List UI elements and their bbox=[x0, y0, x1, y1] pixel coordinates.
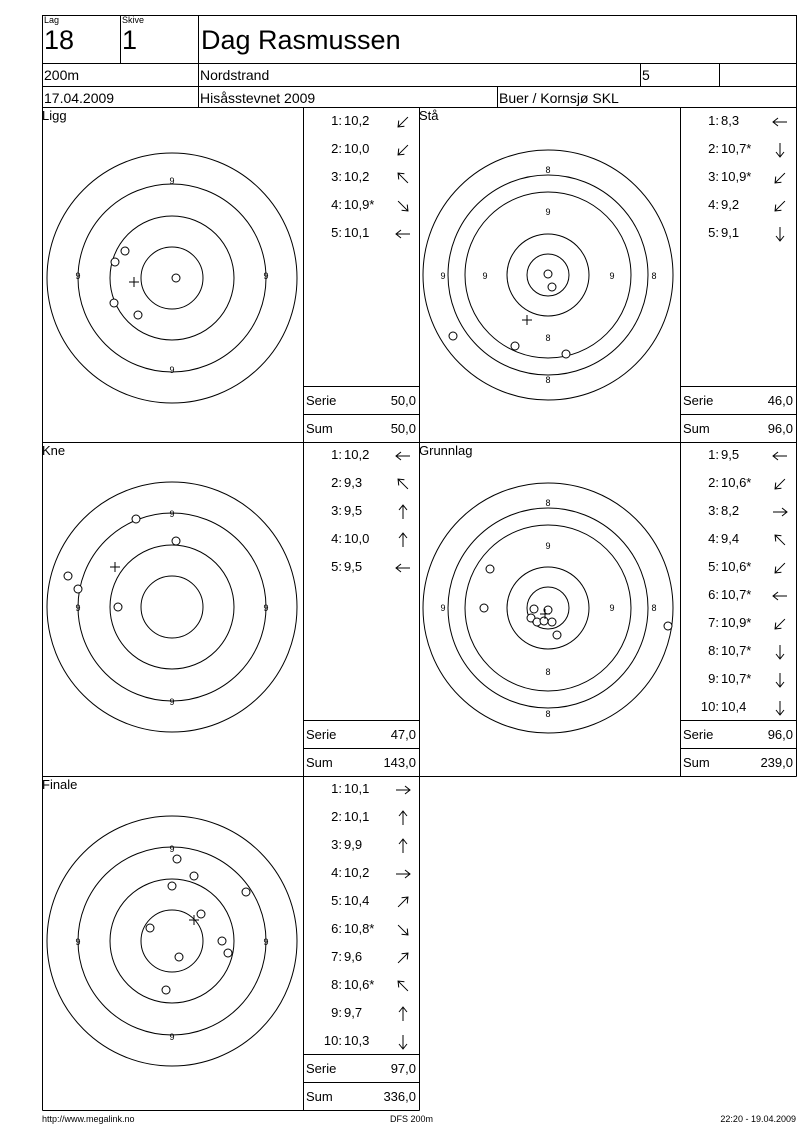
direction-arrow-icon bbox=[395, 1006, 411, 1022]
ring-score-label: 9 bbox=[75, 603, 81, 613]
sum-total-label: Sum bbox=[306, 755, 333, 770]
sum-total-label: Sum bbox=[683, 755, 710, 770]
shot-score: 9,4 bbox=[721, 531, 740, 546]
ring-score-label: 9 bbox=[169, 844, 175, 854]
shot-hole bbox=[197, 910, 205, 918]
series-total-value: 50,0 bbox=[390, 393, 416, 408]
shot-score: 9,5 bbox=[344, 559, 363, 574]
shot-number: 2: bbox=[708, 141, 719, 156]
footer-url[interactable]: http://www.megalink.no bbox=[42, 1114, 135, 1124]
ring-score-label: 8 bbox=[651, 603, 657, 613]
shot-hole bbox=[162, 986, 170, 994]
shot-row bbox=[304, 781, 380, 796]
club: Nordstrand bbox=[200, 67, 270, 83]
shot-hole bbox=[175, 953, 183, 961]
series-total-value: 96,0 bbox=[767, 727, 793, 742]
shot-number: 2: bbox=[331, 809, 342, 824]
shot-row bbox=[304, 949, 380, 964]
ring-score-label: 9 bbox=[75, 271, 81, 281]
shot-number: 3: bbox=[708, 503, 719, 518]
shot-score: 10,9* bbox=[721, 615, 752, 630]
shot-score: 10,9* bbox=[721, 169, 752, 184]
shot-score: 10,0 bbox=[344, 141, 370, 156]
klasse: 5 bbox=[642, 67, 650, 83]
series-total-label: Serie bbox=[306, 727, 337, 742]
distance: 200m bbox=[44, 67, 80, 83]
ring-score-label: 9 bbox=[482, 271, 488, 281]
shot-score: 10,1 bbox=[344, 225, 370, 240]
ring-score-label: 9 bbox=[169, 1032, 175, 1042]
direction-arrow-icon bbox=[395, 810, 411, 826]
shot-hole bbox=[173, 855, 181, 863]
shot-number: 2: bbox=[331, 475, 342, 490]
ring-score-label: 9 bbox=[169, 365, 175, 375]
section-title-ligg: Ligg bbox=[42, 108, 67, 123]
shot-number: 5: bbox=[331, 893, 342, 908]
direction-arrow-icon bbox=[395, 894, 411, 910]
shot-hole bbox=[242, 888, 250, 896]
shot-score: 10,7* bbox=[721, 587, 752, 602]
shot-score: 10,6* bbox=[344, 977, 375, 992]
shot-hole bbox=[168, 882, 176, 890]
direction-arrow-icon bbox=[395, 782, 411, 798]
shot-number: 1: bbox=[708, 447, 719, 462]
sum-total-value: 336,0 bbox=[383, 1089, 416, 1104]
skive-value: 1 bbox=[122, 25, 138, 55]
shot-score: 9,7 bbox=[344, 1005, 363, 1020]
sum-total-row bbox=[304, 1083, 418, 1110]
ring-score-label: 9 bbox=[169, 509, 175, 519]
shot-number: 5: bbox=[331, 225, 342, 240]
shot-score: 8,2 bbox=[721, 503, 740, 518]
ring-score-label: 9 bbox=[75, 937, 81, 947]
shot-score: 10,2 bbox=[344, 447, 370, 462]
shot-number: 4: bbox=[331, 531, 342, 546]
shot-number: 6: bbox=[708, 587, 719, 602]
venue: Buer / Kornsjø SKL bbox=[499, 90, 619, 106]
series-total-value: 47,0 bbox=[390, 727, 416, 742]
sum-total-label: Sum bbox=[306, 1089, 333, 1104]
ring-score-label: 8 bbox=[651, 271, 657, 281]
shot-number: 8: bbox=[331, 977, 342, 992]
ring-score-label: 8 bbox=[545, 709, 551, 719]
shot-score: 8,3 bbox=[721, 113, 740, 128]
shot-row bbox=[304, 893, 380, 908]
sum-total-value: 96,0 bbox=[767, 421, 793, 436]
shot-row bbox=[304, 977, 380, 992]
shot-score: 10,2 bbox=[344, 169, 370, 184]
shot-score: 10,2 bbox=[344, 865, 370, 880]
ring-score-label: 9 bbox=[440, 271, 446, 281]
series-total-label: Serie bbox=[306, 393, 337, 408]
ring-score-label: 9 bbox=[169, 176, 175, 186]
shot-hole bbox=[218, 937, 226, 945]
series-total-label: Serie bbox=[306, 1061, 337, 1076]
skive-label: Skive bbox=[122, 15, 145, 25]
footer-timestamp: 22:20 - 19.04.2009 bbox=[720, 1114, 796, 1124]
shot-score: 9,1 bbox=[721, 225, 740, 240]
shot-number: 3: bbox=[708, 169, 719, 184]
shot-number: 1: bbox=[708, 113, 719, 128]
shot-number: 5: bbox=[708, 225, 719, 240]
ring-score-label: 8 bbox=[545, 165, 551, 175]
shot-score: 9,6 bbox=[344, 949, 363, 964]
shot-row bbox=[304, 1033, 380, 1048]
section-title-sta: Stå bbox=[419, 108, 439, 123]
ring-score-label: 8 bbox=[545, 667, 551, 677]
series-total-value: 46,0 bbox=[767, 393, 793, 408]
shot-score: 9,9 bbox=[344, 837, 363, 852]
shot-number: 3: bbox=[331, 169, 342, 184]
date: 17.04.2009 bbox=[44, 90, 115, 106]
shot-row bbox=[304, 921, 380, 936]
shot-number: 8: bbox=[708, 643, 719, 658]
shot-score: 10,0 bbox=[344, 531, 370, 546]
shot-hole bbox=[224, 949, 232, 957]
direction-arrow-icon bbox=[395, 978, 411, 994]
shot-score: 10,7* bbox=[721, 141, 752, 156]
shooter-name: Dag Rasmussen bbox=[201, 25, 401, 55]
shot-number: 4: bbox=[331, 865, 342, 880]
shot-score: 10,9* bbox=[344, 197, 375, 212]
direction-arrow-icon bbox=[395, 950, 411, 966]
shot-score: 9,5 bbox=[721, 447, 740, 462]
series-total-label: Serie bbox=[683, 727, 714, 742]
sum-total-value: 239,0 bbox=[760, 755, 793, 770]
shot-number: 7: bbox=[331, 949, 342, 964]
ring-score-label: 9 bbox=[609, 603, 615, 613]
direction-arrow-icon bbox=[395, 1034, 411, 1050]
shot-row bbox=[304, 837, 380, 852]
ring-score-label: 8 bbox=[545, 498, 551, 508]
shot-score: 10,6* bbox=[721, 559, 752, 574]
sum-total-label: Sum bbox=[306, 421, 333, 436]
shot-number: 2: bbox=[331, 141, 342, 156]
shot-score: 10,2 bbox=[344, 113, 370, 128]
target-ring bbox=[110, 879, 234, 1003]
ring-score-label: 9 bbox=[263, 937, 269, 947]
shot-number: 3: bbox=[331, 503, 342, 518]
ring-score-label: 9 bbox=[545, 541, 551, 551]
shot-number: 10: bbox=[700, 699, 719, 714]
direction-arrow-icon bbox=[395, 866, 411, 882]
ring-score-label: 9 bbox=[169, 697, 175, 707]
shot-number: 4: bbox=[708, 197, 719, 212]
series-total-value: 97,0 bbox=[390, 1061, 416, 1076]
shot-score: 10,4 bbox=[344, 893, 370, 908]
shot-number: 10: bbox=[323, 1033, 342, 1048]
shot-score: 9,5 bbox=[344, 503, 363, 518]
shot-row bbox=[304, 1005, 380, 1020]
direction-arrow-icon bbox=[395, 838, 411, 854]
ring-score-label: 9 bbox=[263, 603, 269, 613]
section-title-finale: Finale bbox=[42, 777, 78, 792]
shot-score: 10,6* bbox=[721, 475, 752, 490]
event: Hisåsstevnet 2009 bbox=[200, 90, 316, 106]
shot-number: 4: bbox=[708, 531, 719, 546]
shot-number: 7: bbox=[708, 615, 719, 630]
shot-score: 10,1 bbox=[344, 809, 370, 824]
shot-score: 10,7* bbox=[721, 671, 752, 686]
shot-number: 9: bbox=[331, 1005, 342, 1020]
shot-score: 9,2 bbox=[721, 197, 740, 212]
shot-number: 5: bbox=[708, 559, 719, 574]
series-total-row bbox=[304, 1055, 418, 1082]
sum-total-value: 143,0 bbox=[383, 755, 416, 770]
shot-number: 5: bbox=[331, 559, 342, 574]
ring-score-label: 9 bbox=[263, 271, 269, 281]
shot-number: 1: bbox=[331, 447, 342, 462]
ring-score-label: 9 bbox=[440, 603, 446, 613]
direction-arrow-icon bbox=[395, 922, 411, 938]
shot-row bbox=[304, 865, 380, 880]
shot-score: 10,4 bbox=[721, 699, 747, 714]
shot-number: 4: bbox=[331, 197, 342, 212]
shot-number: 3: bbox=[331, 837, 342, 852]
shot-hole bbox=[190, 872, 198, 880]
footer-program: DFS 200m bbox=[390, 1114, 434, 1124]
section-title-kne: Kne bbox=[42, 443, 66, 458]
shot-score: 9,3 bbox=[344, 475, 363, 490]
shot-score: 10,7* bbox=[721, 643, 752, 658]
shot-hole bbox=[146, 924, 154, 932]
target-ring bbox=[78, 847, 269, 1035]
lag-value: 18 bbox=[44, 25, 75, 55]
lag-label: Lag bbox=[44, 15, 60, 25]
shot-number: 6: bbox=[331, 921, 342, 936]
shot-row bbox=[304, 809, 380, 824]
shot-number: 1: bbox=[331, 781, 342, 796]
shot-number: 1: bbox=[331, 113, 342, 128]
sum-total-label: Sum bbox=[683, 421, 710, 436]
series-total-label: Serie bbox=[683, 393, 714, 408]
shot-number: 9: bbox=[708, 671, 719, 686]
ring-score-label: 9 bbox=[545, 207, 551, 217]
shot-score: 10,1 bbox=[344, 781, 370, 796]
ring-score-label: 8 bbox=[545, 333, 551, 343]
shot-score: 10,3 bbox=[344, 1033, 370, 1048]
shot-score: 10,8* bbox=[344, 921, 375, 936]
ring-score-label: 9 bbox=[609, 271, 615, 281]
ring-score-label: 8 bbox=[545, 375, 551, 385]
section-title-grunnlag: Grunnlag bbox=[419, 443, 473, 458]
shot-number: 2: bbox=[708, 475, 719, 490]
sum-total-value: 50,0 bbox=[390, 421, 416, 436]
